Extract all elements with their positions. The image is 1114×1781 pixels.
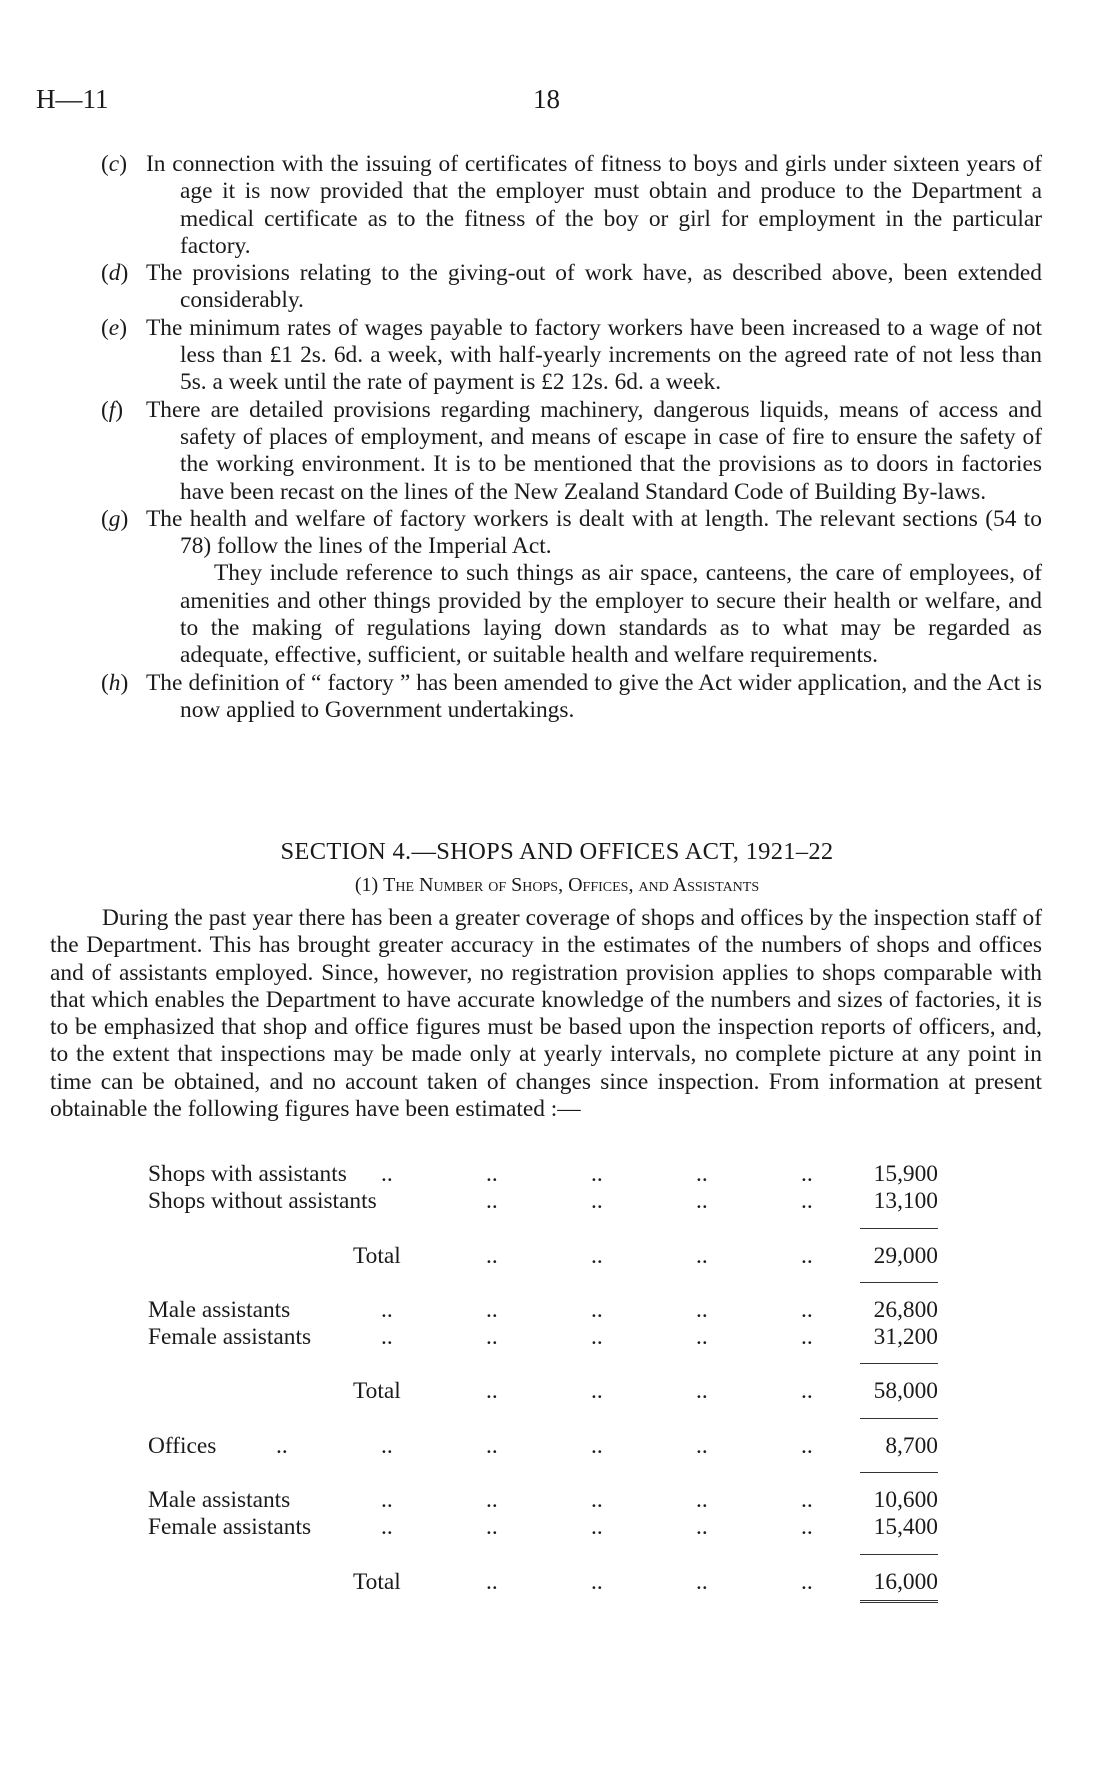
list-item	[0, 315, 1114, 397]
section-title: SECTION 4.—SHOPS AND OFFICES ACT, 1921–22	[280, 838, 834, 865]
item-label: (c)	[101, 151, 127, 177]
body-paragraph: During the past year there has been a greater coverage of shops and offices by the inspection staff of the Department. This has brought greater accuracy in the estimates of the numbers of shops and offices and of assistants employed. Since, however, no registration provision applies to shops comparable with that which enables the Department to have accurate knowledge of the numbers and sizes of factories, it is to be emphasized that shop and office figures must be based upon the inspection reports of officers, and, to the extent that inspections may be made only at yearly intervals, no complete picture at any point in time can be obtained, and no account taken of changes since inspection. From information at present obtainable the following figures have been estimated :—	[50, 905, 1042, 1123]
row-value: 26,800	[873, 1296, 938, 1323]
total-row: Total .. .. .. .. 58,000	[353, 1378, 938, 1405]
item-label: (f)	[101, 396, 124, 423]
item-continuation: They include reference to such things as air space, canteens, the care of employees, of amenities and other things provided by the employer to secure their health or welfare, and to the making of regulations laying down standards as to what may be regarded as adequate, effective, sufficient, or suitable health and welfare requirements.	[180, 560, 1042, 669]
item-text: There are detailed provisions regarding machinery, dangerous liquids, means of access and safety of places of employment, and means of escape in case of fire to ensure the safety of the working environment. It is to be mentioned that the provisions as to doors in factories have been recast on the lines of the New Zealand Standard Code of Building By-laws.	[146, 396, 1042, 505]
row-value: 8,700	[885, 1432, 938, 1459]
estimates-table	[148, 1161, 938, 1596]
total-row: Total .. .. .. .. 16,000	[353, 1568, 938, 1595]
item-text: The definition of “ factory ” has been amended to give the Act wider application, and the Act is now applied to Government undertakings.	[146, 669, 1042, 723]
table-row: Male assistants .. .. .. .. .. 26,800	[148, 1296, 938, 1323]
row-label: Female assistants	[148, 1324, 312, 1351]
row-label: Total	[353, 1242, 401, 1269]
total-row: Total .. .. .. .. 29,000	[353, 1242, 938, 1269]
row-value: 29,000	[873, 1242, 938, 1269]
row-label: Shops without assistants	[148, 1188, 377, 1215]
list-item	[0, 260, 1114, 315]
page-number: 18	[533, 84, 560, 114]
provision-list	[0, 151, 1114, 724]
row-label: Male assistants	[148, 1487, 291, 1514]
item-text: In connection with the issuing of certificates of fitness to boys and girls under sixteen years of age it is now provided that the employer must obtain and produce to the Department a medical certificate as to the fitness of the boy or girl for employment in the particular factory.	[146, 151, 1042, 259]
list-item	[0, 670, 1114, 725]
item-text: The provisions relating to the giving-out of work have, as described above, been extended considerably.	[146, 260, 1042, 314]
list-item	[0, 151, 1114, 260]
row-value: 10,600	[873, 1487, 938, 1514]
row-label: Male assistants	[148, 1296, 291, 1323]
subtitle-number: (1)	[354, 874, 379, 896]
item-label: (h)	[101, 669, 129, 696]
row-label: Offices	[148, 1432, 217, 1459]
row-value: 15,900	[873, 1161, 938, 1187]
item-text: The health and welfare of factory workers is dealt with at length. The relevant sections (54 to 78) follow the lines of the Imperial Act.	[146, 505, 1042, 560]
row-value: 13,100	[873, 1188, 938, 1215]
table-row: Male assistants .. .. .. .. .. 10,600	[148, 1487, 938, 1514]
table-row: Female assistants .. .. .. .. .. 15,400	[148, 1514, 938, 1541]
row-value: 15,400	[873, 1514, 938, 1541]
table-row: Offices .. .. .. .. .. .. 8,700	[148, 1432, 938, 1459]
row-label: Shops with assistants	[148, 1161, 347, 1187]
table-row: Shops with assistants .. .. .. .. .. 15,900	[148, 1161, 938, 1187]
table-row: Shops without assistants .. .. .. .. 13,100	[148, 1188, 938, 1215]
item-label: (g)	[101, 505, 129, 532]
section-subtitle	[0, 874, 1114, 897]
item-label: (d)	[101, 260, 129, 287]
document-code: H—11	[36, 84, 109, 114]
table-row: Female assistants .. .. .. .. .. 31,200	[148, 1324, 938, 1351]
subtitle-text: The Number of Shops, Offices, and Assistants	[383, 874, 760, 896]
row-label: Total	[353, 1378, 401, 1405]
list-item	[0, 506, 1114, 670]
item-label: (e)	[101, 314, 127, 341]
list-item	[0, 397, 1114, 506]
row-value: 58,000	[873, 1378, 938, 1405]
row-value: 16,000	[873, 1568, 938, 1595]
row-label: Total	[353, 1568, 401, 1595]
row-value: 31,200	[873, 1324, 938, 1351]
item-text: The minimum rates of wages payable to factory workers have been increased to a wage of not less than £1 2s. 6d. a week, with half-yearly increments on the agreed rate of not less than 5s. a week until the rate of payment is £2 12s. 6d. a week.	[146, 314, 1042, 396]
row-label: Female assistants	[148, 1514, 312, 1541]
